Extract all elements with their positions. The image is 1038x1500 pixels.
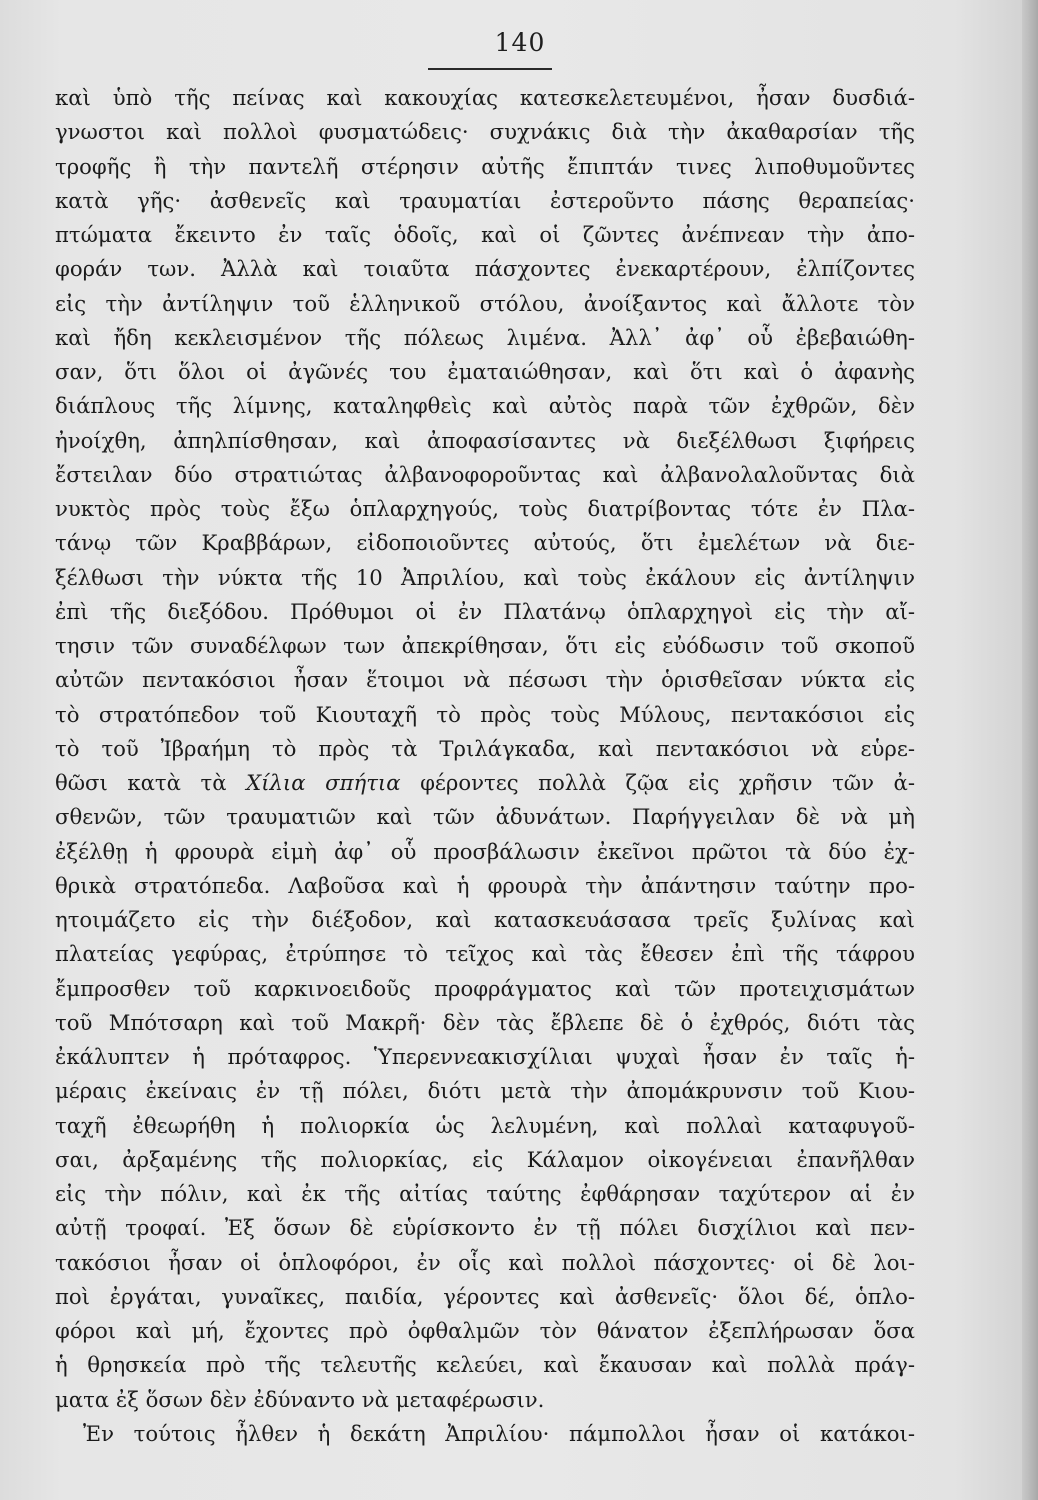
text-line: θῶσι κατὰ τὰ Χίλια σπήτια φέροντες πολλὰ ζῷα εἰς χρῆσιν τῶν ἀ- [55,770,915,795]
text-line: σαν, ὅτι ὅλοι οἱ ἀγῶνές του ἐματαιώθησαν, καὶ ὅτι καὶ ὁ ἀφανὴς [55,359,915,384]
text-line: τὸ στρατόπεδον τοῦ Κιουταχῆ τὸ πρὸς τοὺς Μύλους, πεντακόσιοι εἰς [55,701,915,727]
text-line: τροφῆς ἢ τὴν παντελῆ στέρησιν αὐτῆς ἔπιπτάν τινες λιποθυμοῦντες [55,153,915,179]
text-line: πτώματα ἔκειντο ἐν ταῖς ὁδοῖς, καὶ οἱ ζῶντες ἀνέπνεαν τὴν ἀπο- [55,222,915,247]
text-line: ἔστειλαν δύο στρατιώτας ἀλβανοφοροῦντας καὶ ἀλβανολαλοῦντας διὰ [55,461,915,487]
text-line: πλατείας γεφύρας, ἐτρύπησε τὸ τεῖχος καὶ τὰς ἔθεσεν ἐπὶ τῆς τάφρου [55,941,915,967]
text-line: καὶ ὑπὸ τῆς πείνας καὶ κακουχίας κατεσκελετευμένοι, ἦσαν δυσδιά- [55,85,915,110]
text-line: ματα ἐξ ὅσων δὲν ἐδύναντο νὰ μεταφέρωσιν. [55,1386,545,1412]
text-line: ἐκάλυπτεν ἡ πρόταφρος. Ὑπερεννεακισχίλιαι ψυχαὶ ἦσαν ἐν ταῖς ἡ- [55,1044,915,1069]
text-line: τάνῳ τῶν Κραββάρων, εἰδοποιοῦντες αὐτούς, ὅτι ἐμελέτων νὰ διε- [55,530,915,556]
text-line: μέραις ἐκείναις ἐν τῇ πόλει, διότι μετὰ τὴν ἀπομάκρυνσιν τοῦ Κιου- [55,1078,915,1104]
text-line: Ἐν τούτοις ἦλθεν ἡ δεκάτη Ἀπριλίου· πάμπολλοι ἦσαν οἱ κατάκοι- [83,1420,915,1446]
text-line: κατὰ γῆς· ἀσθενεῖς καὶ τραυματίαι ἐστεροῦντο πάσης θεραπείας· [55,187,915,213]
text-line: τὸ τοῦ Ἰβραήμη τὸ πρὸς τὰ Τριλάγκαδα, καὶ πεντακόσιοι νὰ εὑρε- [55,735,915,761]
text-line: ἔμπροσθεν τοῦ καρκινοειδοῦς προφράγματος καὶ τῶν προτειχισμάτων [55,975,915,1001]
text-line: νυκτὸς πρὸς τοὺς ἔξω ὁπλαρχηγούς, τοὺς διατρίβοντας τότε ἐν Πλα- [55,496,915,521]
text-line: θρικὰ στρατόπεδα. Λαβοῦσα καὶ ἡ φρουρὰ τὴν ἀπάντησιν ταύτην προ- [55,872,915,898]
text-line: γνωστοι καὶ πολλοὶ φυσματώδεις· συχνάκις διὰ τὴν ἀκαθαρσίαν τῆς [55,119,915,145]
text-line: φόροι καὶ μή, ἔχοντες πρὸ ὀφθαλμῶν τὸν θάνατον ἐξεπλήρωσαν ὅσα [55,1318,915,1343]
text-line: σαι, ἀρξαμένης τῆς πολιορκίας, εἰς Κάλαμον οἰκογένειαι ἐπανῆλθαν [55,1146,915,1172]
text-line: καὶ ἤδη κεκλεισμένον τῆς πόλεως λιμένα. Ἀλλ᾽ ἀφ᾽ οὗ ἐβεβαιώθη- [55,324,915,350]
text-line: εἰς τὴν πόλιν, καὶ ἐκ τῆς αἰτίας ταύτης ἐφθάρησαν ταχύτερον αἱ ἐν [55,1181,915,1206]
text-line: φοράν των. Ἀλλὰ καὶ τοιαῦτα πάσχοντες ἐνεκαρτέρουν, ἐλπίζοντες [55,256,915,282]
body-text [55,81,915,1451]
text-line: ἐξέλθῃ ἡ φρουρὰ εἰμὴ ἀφ᾽ οὗ προσβάλωσιν ἐκεῖνοι πρῶτοι τὰ δύο ἐχ- [55,838,915,864]
text-line: τησιν τῶν συναδέλφων των ἀπεκρίθησαν, ὅτι εἰς εὐόδωσιν τοῦ σκοποῦ [55,633,915,658]
page-number: 140 [494,28,546,57]
text-line: ταχῆ ἐθεωρήθη ἡ πολιορκία ὡς λελυμένη, καὶ πολλαὶ καταφυγοῦ- [55,1112,915,1138]
text-line: ποὶ ἐργάται, γυναῖκες, παιδία, γέροντες καὶ ἀσθενεῖς· ὅλοι δέ, ὁπλο- [55,1283,915,1309]
text-line: τοῦ Μπότσαρη καὶ τοῦ Μακρῆ· δὲν τὰς ἔβλεπε δὲ ὁ ἐχθρός, διότι τὰς [55,1009,915,1035]
text-line: ἠνοίχθη, ἀπηλπίσθησαν, καὶ ἀποφασίσαντες νὰ διεξέλθωσι ξιφήρεις [55,427,915,453]
text-line: τακόσιοι ἦσαν οἱ ὁπλοφόροι, ἐν οἷς καὶ πολλοὶ πάσχοντες· οἱ δὲ λοι- [55,1249,915,1275]
text-line: αὐτῇ τροφαί. Ἐξ ὅσων δὲ εὑρίσκοντο ἐν τῇ πόλει δισχίλιοι καὶ πεν- [55,1215,915,1241]
text-line: ἡ θρησκεία πρὸ τῆς τελευτῆς κελεύει, καὶ ἔκαυσαν καὶ πολλὰ πράγ- [55,1352,915,1378]
text-line: διάπλους τῆς λίμνης, καταληφθεὶς καὶ αὐτὸς παρὰ τῶν ἐχθρῶν, δὲν [55,393,915,419]
page-edge-shadow [1022,0,1038,1500]
text-line: εἰς τὴν ἀντίληψιν τοῦ ἑλληνικοῦ στόλου, ἀνοίξαντος καὶ ἄλλοτε τὸν [55,290,915,316]
text-line: ξέλθωσι τὴν νύκτα τῆς 10 Ἀπριλίου, καὶ τοὺς ἐκάλουν εἰς ἀντίληψιν [55,564,915,590]
page-number-rule [428,68,552,70]
text-line: σθενῶν, τῶν τραυματιῶν καὶ τῶν ἀδυνάτων. Παρήγγειλαν δὲ νὰ μὴ [55,804,915,830]
italic-phrase: Χίλια σπήτια [246,770,401,795]
text-line: ἐπὶ τῆς διεξόδου. Πρόθυμοι οἱ ἐν Πλατάνῳ ὁπλαρχηγοὶ εἰς τὴν αἴ- [55,598,915,624]
text-line: αὐτῶν πεντακόσιοι ἦσαν ἕτοιμοι νὰ πέσωσι τὴν ὁρισθεῖσαν νύκτα εἰς [55,667,915,693]
text-line: ητοιμάζετο εἰς τὴν διέξοδον, καὶ κατασκευάσασα τρεῖς ξυλίνας καὶ [55,907,915,932]
